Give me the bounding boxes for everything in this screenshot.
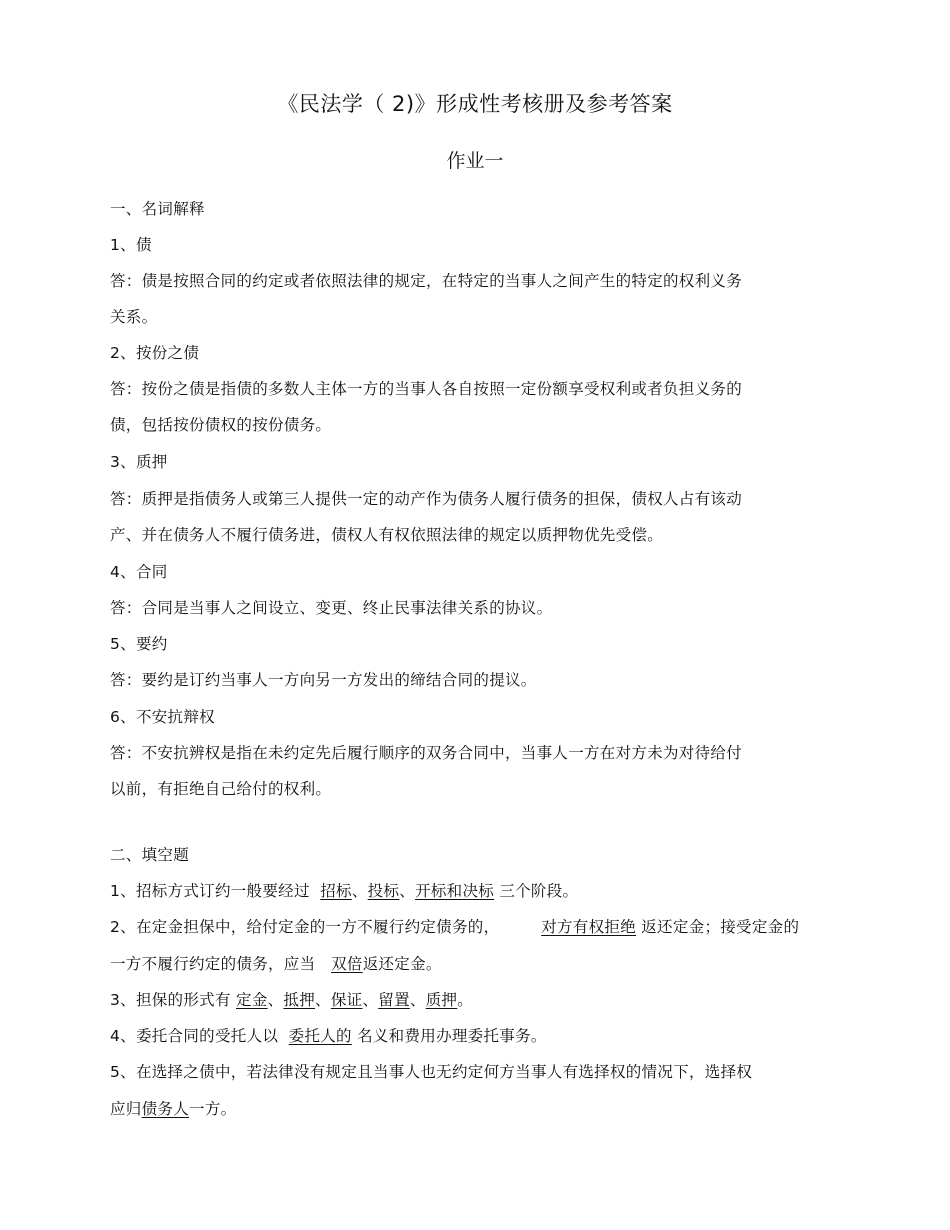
question-text: 名义和费用办理委托事务。	[357, 1027, 547, 1045]
fill-question-5	[110, 1060, 752, 1082]
question-text: 2、在定金担保中，给付定金的一方不履行约定债务的，	[110, 918, 500, 936]
answer-blank: 留置	[378, 991, 410, 1009]
answer-blank: 对方有权拒绝	[541, 918, 637, 936]
term-title: 3、质押	[110, 453, 168, 471]
question-text: 返还定金。	[362, 955, 442, 973]
answer-blank: 招标	[320, 882, 352, 900]
fill-question-1	[110, 879, 578, 901]
answer-blank: 定金	[236, 991, 268, 1009]
term-title: 4、合同	[110, 563, 168, 581]
answer-blank: 质押	[425, 991, 458, 1009]
answer-line: 关系。	[110, 308, 158, 326]
section-heading: 二、填空题	[110, 846, 190, 864]
question-text: 4、委托合同的受托人以	[110, 1027, 279, 1045]
term-title: 1、债	[110, 236, 152, 254]
answer-line: 答：不安抗辨权是指在未约定先后履行顺序的双务合同中，当事人一方在对方未为对待给付	[110, 744, 743, 762]
separator: 、	[267, 991, 284, 1009]
answer-blank: 投标	[367, 882, 400, 900]
document-title: 《民法学（ 2)》形成性考核册及参考答案	[277, 92, 673, 116]
answer-blank: 保证	[330, 991, 363, 1009]
answer-blank: 开标和决标	[415, 882, 495, 900]
question-text: 。	[457, 991, 474, 1009]
separator: 、	[351, 882, 368, 900]
question-text: 5、在选择之债中，若法律没有规定且当事人也无约定何方当事人有选择权的情况下，选择权	[110, 1063, 753, 1081]
question-text: 应归	[110, 1100, 142, 1118]
separator: 、	[399, 882, 416, 900]
fill-question-3	[110, 988, 473, 1010]
term-title: 5、要约	[110, 635, 168, 653]
answer-blank: 抵押	[283, 991, 316, 1009]
answer-line: 答：按份之债是指债的多数人主体一方的当事人各自按照一定份额享受权利或者负担义务的	[110, 380, 743, 398]
answer-line: 产、并在债务人不履行债务进，债权人有权依照法律的规定以质押物优先受偿。	[110, 526, 664, 544]
section-heading: 一、名词解释	[110, 200, 205, 218]
assignment-subtitle: 作业一	[446, 150, 504, 172]
fill-question-2	[110, 915, 799, 937]
question-text: 三个阶段。	[499, 882, 579, 900]
separator: 、	[409, 991, 426, 1009]
answer-line: 债，包括按份债权的按份债务。	[110, 416, 332, 434]
answer-blank: 债务人	[141, 1100, 190, 1118]
fill-question-2-cont	[110, 952, 442, 974]
answer-line: 答：要约是订约当事人一方向另一方发出的缔结合同的提议。	[110, 671, 537, 689]
answer-blank: 双倍	[331, 955, 363, 973]
question-text: 3、担保的形式有	[110, 991, 231, 1009]
term-title: 2、按份之债	[110, 344, 200, 362]
answer-line: 答：合同是当事人之间设立、变更、终止民事法律关系的协议。	[110, 599, 553, 617]
separator: 、	[315, 991, 331, 1009]
answer-line: 答：债是按照合同的约定或者依照法律的规定，在特定的当事人之间产生的特定的权利义务	[110, 272, 743, 290]
term-title: 6、不安抗辩权	[110, 708, 215, 726]
question-text: 一方。	[189, 1100, 237, 1118]
question-text: 一方不履行约定的债务，应当	[110, 955, 316, 973]
question-text: 1、招标方式订约一般要经过	[110, 882, 310, 900]
separator: 、	[362, 991, 379, 1009]
fill-question-4	[110, 1024, 547, 1046]
answer-line: 答：质押是指债务人或第三人提供一定的动产作为债务人履行债务的担保，债权人占有该动	[110, 490, 743, 508]
question-text: 返还定金；接受定金的	[641, 918, 800, 936]
answer-line: 以前，有拒绝自己给付的权利。	[110, 780, 332, 798]
answer-blank: 委托人的	[288, 1027, 352, 1045]
fill-question-5-cont	[110, 1097, 236, 1119]
